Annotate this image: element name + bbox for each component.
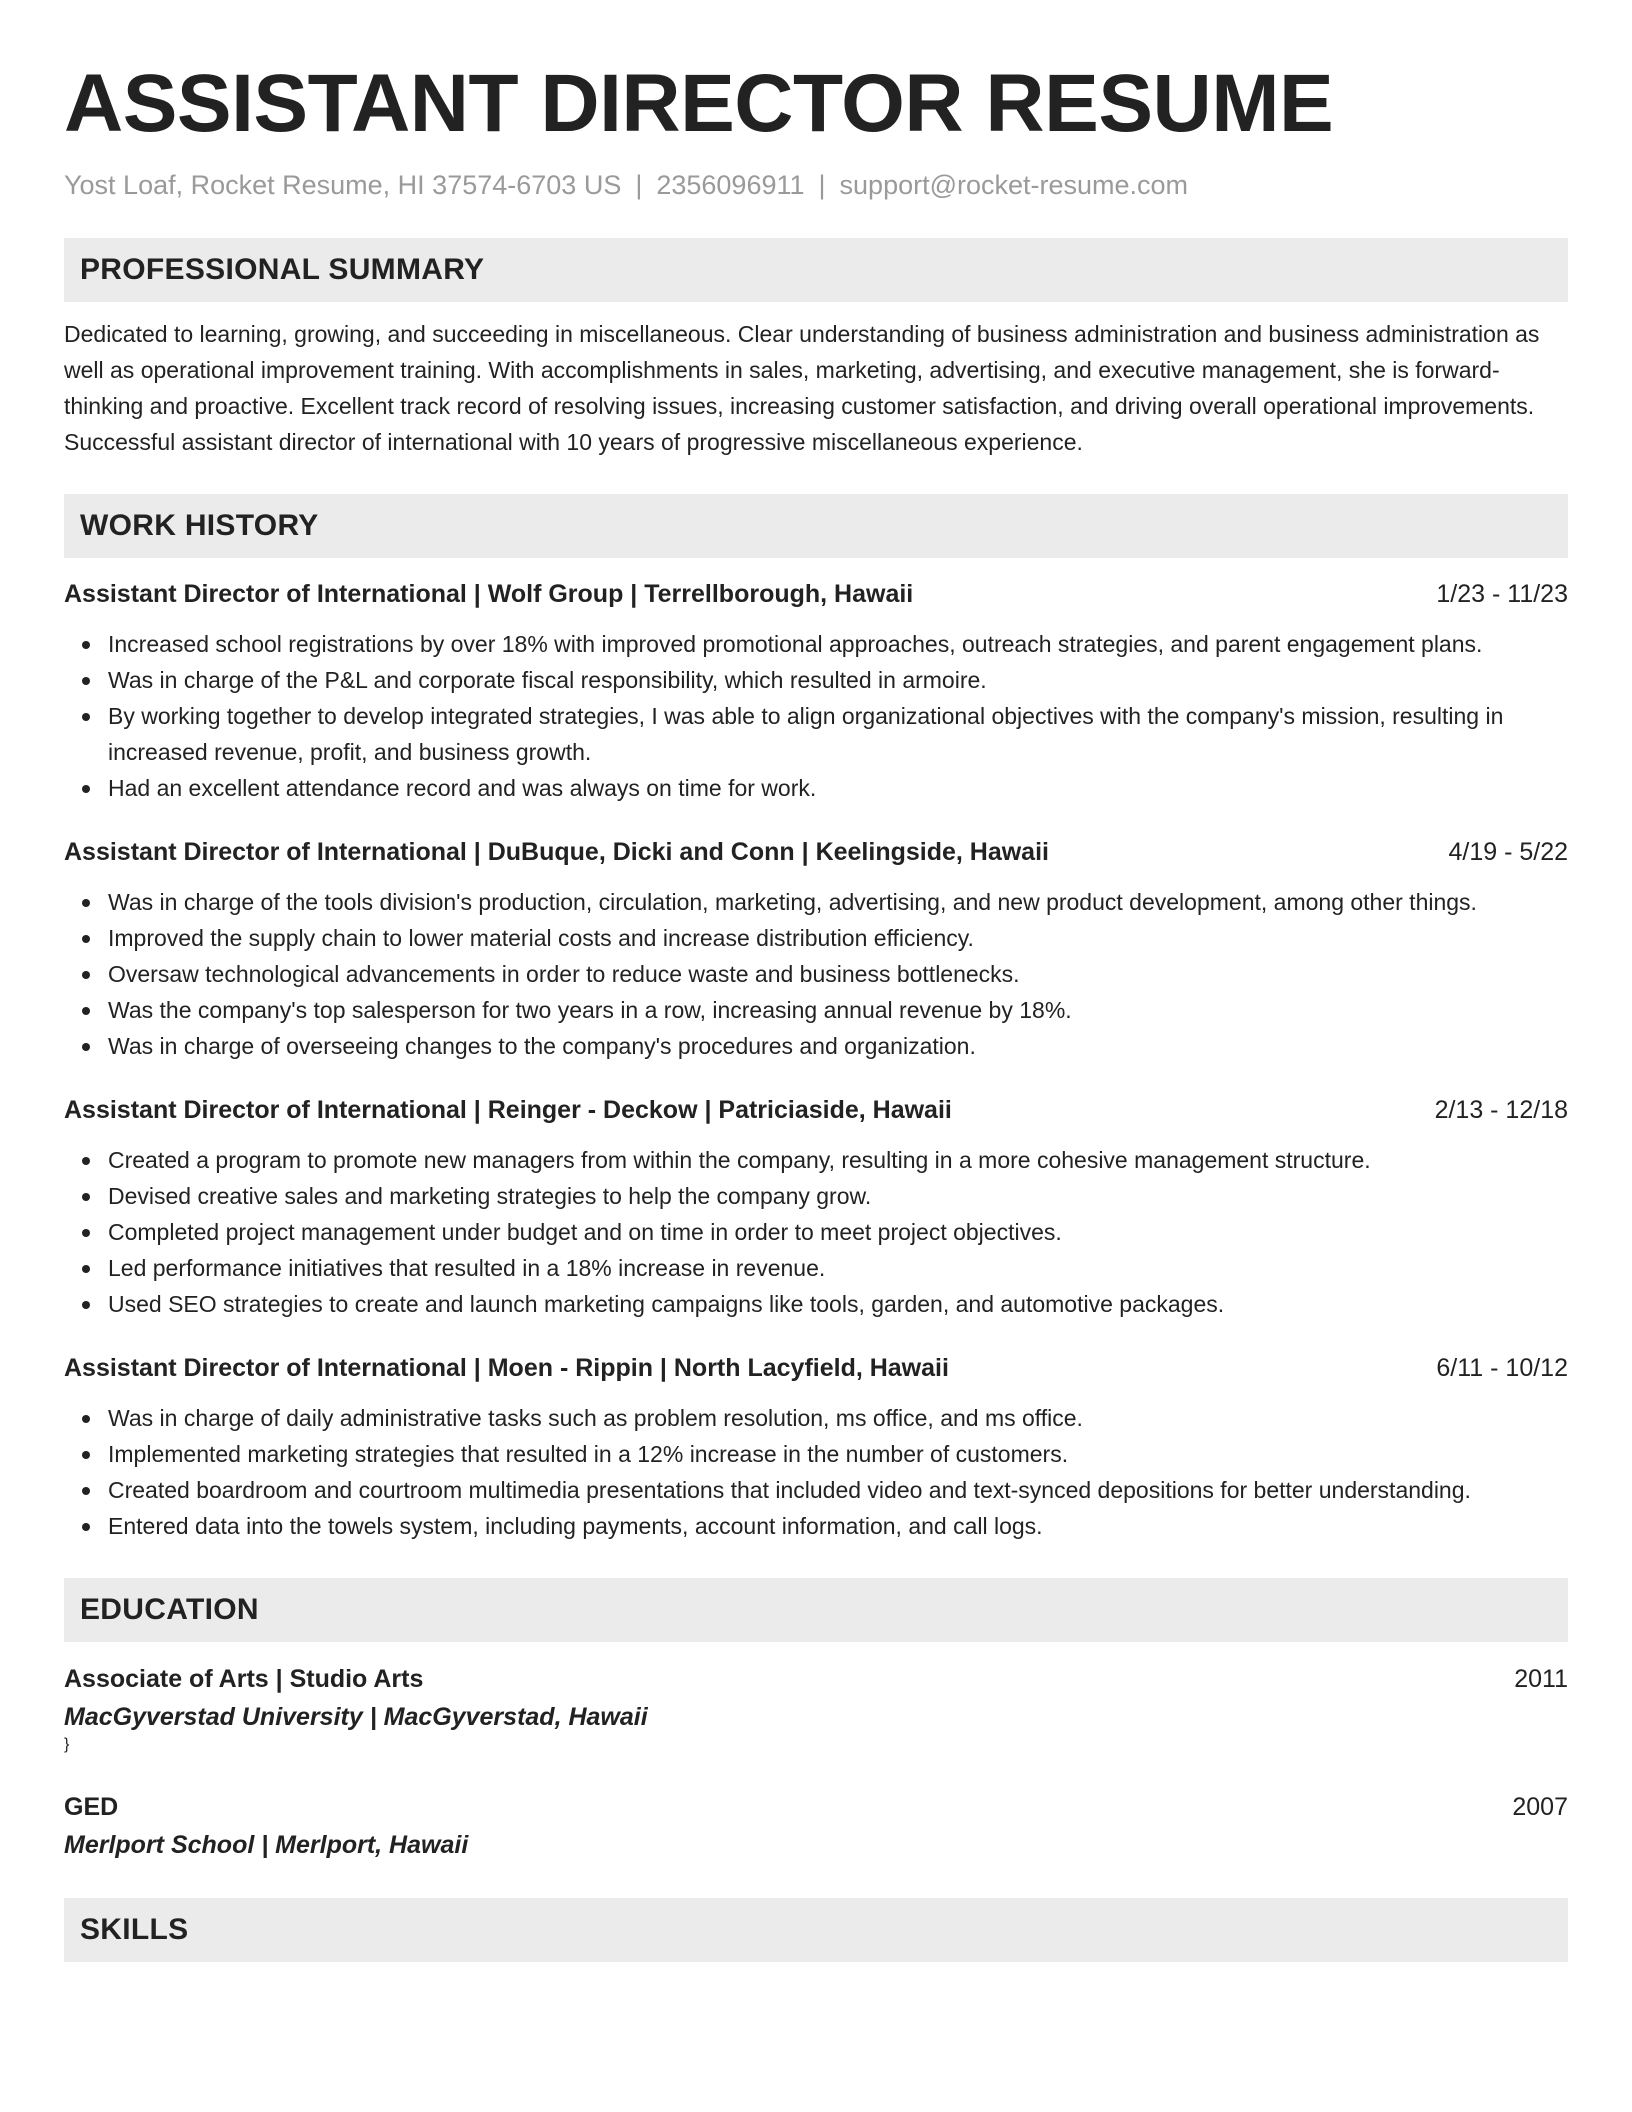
job-title: Assistant Director of International | Reinger - Deckow | Patriciaside, Hawaii [64,1096,952,1124]
education-year: 2007 [1512,1793,1568,1821]
job-bullet: By working together to develop integrated strategies, I was able to align organizational objectives with the company's mission, resulting in increased revenue, profit, and business growth. [108,698,1568,770]
contact-address: Yost Loaf, Rocket Resume, HI 37574-6703 US [64,170,622,200]
section-heading-work-history: WORK HISTORY [64,494,1568,558]
job-bullets [64,884,1568,1064]
job-bullet: Used SEO strategies to create and launch marketing campaigns like tools, garden, and automotive packages. [108,1286,1568,1322]
job-entry [64,1350,1568,1544]
job-entry [64,1092,1568,1322]
job-header [64,1092,1568,1128]
job-bullets [64,1400,1568,1544]
job-entry [64,834,1568,1064]
job-header [64,576,1568,612]
job-bullet: Led performance initiatives that resulted in a 18% increase in revenue. [108,1250,1568,1286]
education-entry [64,1788,1568,1864]
job-header [64,1350,1568,1386]
job-header [64,834,1568,870]
section-heading-education: EDUCATION [64,1578,1568,1642]
job-bullet: Completed project management under budget and on time in order to meet project objectives. [108,1214,1568,1250]
education-school: Merlport School | Merlport, Hawaii [64,1831,469,1859]
resume-title: ASSISTANT DIRECTOR RESUME [64,58,1334,149]
contact-phone: 2356096911 [656,170,805,200]
contact-email: support@rocket-resume.com [839,170,1189,200]
job-dates: 1/23 - 11/23 [1436,580,1568,608]
job-bullet: Created a program to promote new managers from within the company, resulting in a more cohesive management structure. [108,1142,1568,1178]
job-bullet: Created boardroom and courtroom multimedia presentations that included video and text-synced depositions for better understanding. [108,1472,1568,1508]
section-heading-summary: PROFESSIONAL SUMMARY [64,238,1568,302]
resume-page [64,56,1568,1962]
education-school: MacGyverstad University | MacGyverstad, Hawaii [64,1703,648,1731]
education-header [64,1660,1568,1698]
job-bullet: Was the company's top salesperson for two years in a row, increasing annual revenue by 18%. [108,992,1568,1028]
job-bullet: Devised creative sales and marketing strategies to help the company grow. [108,1178,1568,1214]
job-bullets [64,626,1568,806]
job-bullet: Was in charge of the P&L and corporate fiscal responsibility, which resulted in armoire. [108,662,1568,698]
job-title: Assistant Director of International | DuBuque, Dicki and Conn | Keelingside, Hawaii [64,838,1049,866]
job-bullet: Had an excellent attendance record and was always on time for work. [108,770,1568,806]
job-bullet: Increased school registrations by over 18% with improved promotional approaches, outreach strategies, and parent engagement plans. [108,626,1568,662]
job-dates: 4/19 - 5/22 [1448,838,1568,866]
job-bullet: Entered data into the towels system, including payments, account information, and call logs. [108,1508,1568,1544]
job-bullet: Was in charge of overseeing changes to the company's procedures and organization. [108,1028,1568,1064]
job-title: Assistant Director of International | Wolf Group | Terrellborough, Hawaii [64,580,914,608]
job-bullet: Oversaw technological advancements in order to reduce waste and business bottlenecks. [108,956,1568,992]
contact-separator: | [635,170,643,200]
education-entry: Associate of Arts | Studio Arts 2011 MacGyverstad University | MacGyverstad, Hawaii } [64,1660,1568,1754]
job-bullet: Was in charge of the tools division's production, circulation, marketing, advertising, and new product development, among other things. [108,884,1568,920]
education-degree: GED [64,1793,119,1821]
job-bullets [64,1142,1568,1322]
job-dates: 2/13 - 12/18 [1434,1096,1568,1124]
job-bullet: Was in charge of daily administrative tasks such as problem resolution, ms office, and ms office. [108,1400,1568,1436]
section-heading-skills: SKILLS [64,1898,1568,1962]
job-bullet: Implemented marketing strategies that resulted in a 12% increase in the number of customers. [108,1436,1568,1472]
job-title: Assistant Director of International | Moen - Rippin | North Lacyfield, Hawaii [64,1354,949,1382]
summary-text: Dedicated to learning, growing, and succeeding in miscellaneous. Clear understanding of business administration and business administration as well as operational improvement training. With accomplishments in sales, marketing, advertising, and executive management, she is forward-thinking and proactive. Excellent track record of resolving issues, increasing customer satisfaction, and driving overall operational improvements. Successful assistant director of international with 10 years of progressive miscellaneous experience. [64,321,1540,455]
job-dates: 6/11 - 10/12 [1436,1354,1568,1382]
contact-line [64,168,1568,202]
education-degree: Associate of Arts | Studio Arts [64,1665,424,1693]
education-header [64,1788,1568,1826]
job-bullet: Improved the supply chain to lower material costs and increase distribution efficiency. [108,920,1568,956]
education-year: 2011 [1514,1665,1568,1693]
job-entry [64,576,1568,806]
contact-separator: | [818,170,826,200]
